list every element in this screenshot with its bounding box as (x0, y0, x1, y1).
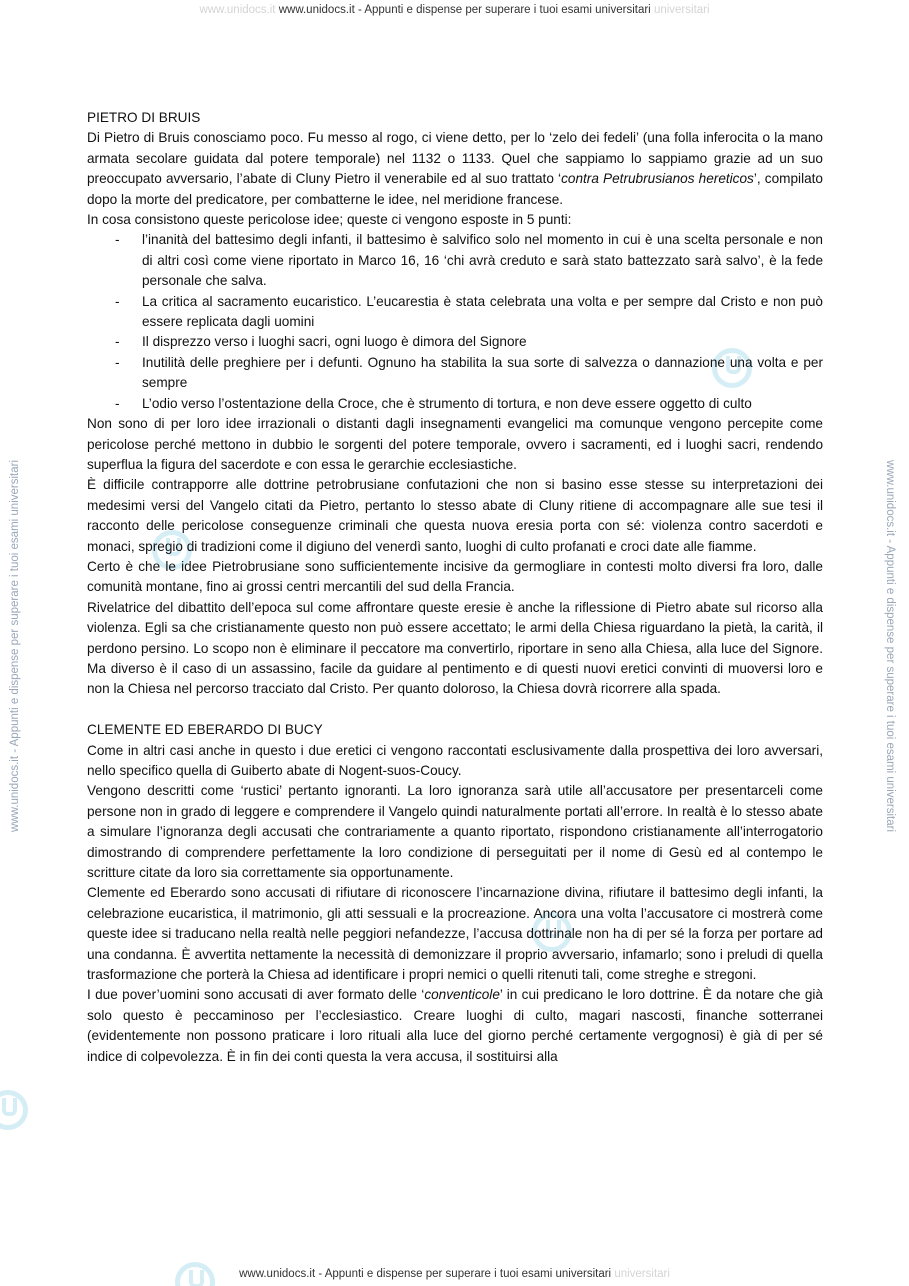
ideas-list (87, 230, 823, 414)
document-body (87, 108, 823, 1067)
page-footer (0, 1268, 909, 1280)
list-item: - Il disprezzo verso i luoghi sacri, ogni luogo è dimora del Signore (87, 332, 823, 352)
paragraph: Vengono descritti come ‘rustici’ pertanto ignoranti. La loro ignoranza sarà utile all’accusatore per presentarceli come persone non in grado di leggere e comprendere il Vangelo quindi naturalmente portati all’errore. In realtà è lo stesso abate a simulare l’ignoranza degli accusati che contrariamente a quanto riportato, rispondono cristianamente all’interrogatorio dimostrando di comprendere perfettamente la loro condizione di perseguitati per il nome di Gesù ed al contempo le scritture citate da loro sia correttamente sia opportunamente. (87, 783, 823, 881)
footer-link[interactable]: www.unidocs.it - Appunti e dispense per superare i tuoi esami universitari (239, 1268, 612, 1280)
side-watermark-right: www.unidocs.it - Appunti e dispense per superare i tuoi esami universitari (884, 459, 896, 833)
paragraph: In cosa consistono queste pericolose idee; queste ci vengono esposte in 5 punti: (87, 212, 572, 228)
section-title: CLEMENTE ED EBERARDO DI BUCY (87, 722, 323, 738)
header-watermark-right: universitari (653, 4, 710, 16)
paragraph: Di Pietro di Bruis conosciamo poco. Fu messo al rogo, ci viene detto, per lo ‘zelo dei fedeli’ (una folla inferocita o la mano armata secolare guidata dal potere temporale) nel 1132 o 1133. Quel che sappiamo lo sappiamo grazie ad un suo preoccupato avversario, l’abate di Cluny Pietro il venerabile ed al suo trattato ‘contra Petrubrusianos hereticos’, compilato dopo la morte del predicatore, per combatterne le idee, nel meridione francese. (87, 130, 823, 207)
header-link[interactable]: www.unidocs.it - Appunti e dispense per superare i tuoi esami universitari (278, 4, 651, 16)
paragraph: Non sono di per loro idee irrazionali o distanti dagli insegnamenti evangelici ma comunque vengono percepite come pericolose perché mettono in dubbio le sorgenti del potere temporale, ovvero i sacramenti, ed i luoghi sacri, rendendo superflua la figura del sacerdote e con essa le gerarchie ecclesiastiche. (87, 416, 823, 472)
unidocs-logo-icon (0, 1090, 28, 1130)
paragraph: I due pover’uomini sono accusati di aver formato delle ‘conventicole’ in cui predicano le loro dottrine. È da notare che già solo questo è peccaminoso per l’ecclesiastico. Creare luoghi di culto, magari nascosti, finanche sotterranei (evidentemente non possono praticare i loro rituali alla luce del giorno perché certamente vergognosi) è già di per sé indice di colpevolezza. È in fin dei conti questa la vera accusa, il sostituirsi alla (87, 987, 823, 1064)
list-item: - L’odio verso l’ostentazione della Croce, che è strumento di tortura, e non deve essere oggetto di culto (87, 394, 823, 414)
emphasis-term: conventicole (424, 987, 500, 1003)
treatise-title: contra Petrubrusianos hereticos (561, 171, 754, 187)
list-item: - Inutilità delle preghiere per i defunti. Ognuno ha stabilita la sua sorte di salvezza o dannazione una volta e per sempre (87, 353, 823, 394)
paragraph: È difficile contrapporre alle dottrine petrobrusiane confutazioni che non si basino esse stesse su interpretazioni dei medesimi versi del Vangelo citati da Pietro, pertanto lo stesso abate di Cluny ritiene di accompagnare alle sue tesi il racconto delle pericolose conseguenze criminali che questa nuova eresia porta con sé: violenza contro sacerdoti e monaci, spregio di tradizioni come il digiuno del venerdì santo, luoghi di culto profanati e croci date alle fiamme. (87, 477, 823, 554)
paragraph: Certo è che le idee Pietrobrusiane sono sufficientemente incisive da germogliare in contesti molto diversi fra loro, dalle comunità montane, fino ai grossi centri mercantili del sud della Francia. (87, 558, 823, 595)
paragraph: Come in altri casi anche in questo i due eretici ci vengono raccontati esclusivamente dalla prospettiva dei loro avversari, nello specifico quella di Guiberto abate di Nogent-suos-Coucy. (87, 742, 823, 778)
section-title: PIETRO DI BRUIS (87, 110, 201, 125)
header-watermark-left: www.unidocs.it (199, 4, 276, 16)
section-spacer (87, 700, 823, 720)
paragraph: Rivelatrice del dibattito dell’epoca sul come affrontare queste eresie è anche la riflessione di Pietro abate sul ricorso alla violenza. Egli sa che cristianamente questo non può essere accettato; le armi della Chiesa riguardano la pietà, la carità, il perdono persino. Lo scopo non è eliminare il peccatore ma convertirlo, riportare in seno alla Chiesa, alla luce del Signore. Ma diverso è il caso di un assassino, facile da guidare al pentimento e di questi nuovi eretici convinti di muoversi loro e non la Chiesa nel percorso tracciato dal Cristo. Per quanto doloroso, la Chiesa dovrà ricorrere alla spada. (87, 599, 823, 697)
list-item: - l’inanità del battesimo degli infanti, il battesimo è salvifico solo nel momento in cui è una scelta personale e non di altri così come viene riportato in Marco 16, 16 ‘chi avrà creduto e sarà stato battezzato sarà salvo’, è la fede personale che salva. (87, 230, 823, 291)
paragraph: Clemente ed Eberardo sono accusati di rifiutare di riconoscere l’incarnazione divina, rifiutare il battesimo degli infanti, la celebrazione eucaristica, il matrimonio, gli atti sessuali e la procreazione. Ancora una volta l’accusatore ci mostrerà come queste idee si traducano nella realtà nelle peggiori nefandezze, l’accusa dottrinale non ha di per sé la forza per portare ad una condanna. È avvertita nettamente la necessità di demonizzare il proprio avversario, infamarlo; sono i preludi di quella trasformazione che porterà la Chiesa ad identificare i propri nemici o quelli ritenuti tali, come streghe e stregoni. (87, 885, 823, 983)
page-header (0, 4, 909, 16)
footer-watermark-right: universitari (614, 1268, 670, 1280)
list-item: - La critica al sacramento eucaristico. L’eucarestia è stata celebrata una volta e per sempre dal Cristo e non può essere replicata dagli uomini (87, 292, 823, 333)
side-watermark-left: www.unidocs.it - Appunti e dispense per superare i tuoi esami universitari (9, 459, 21, 833)
